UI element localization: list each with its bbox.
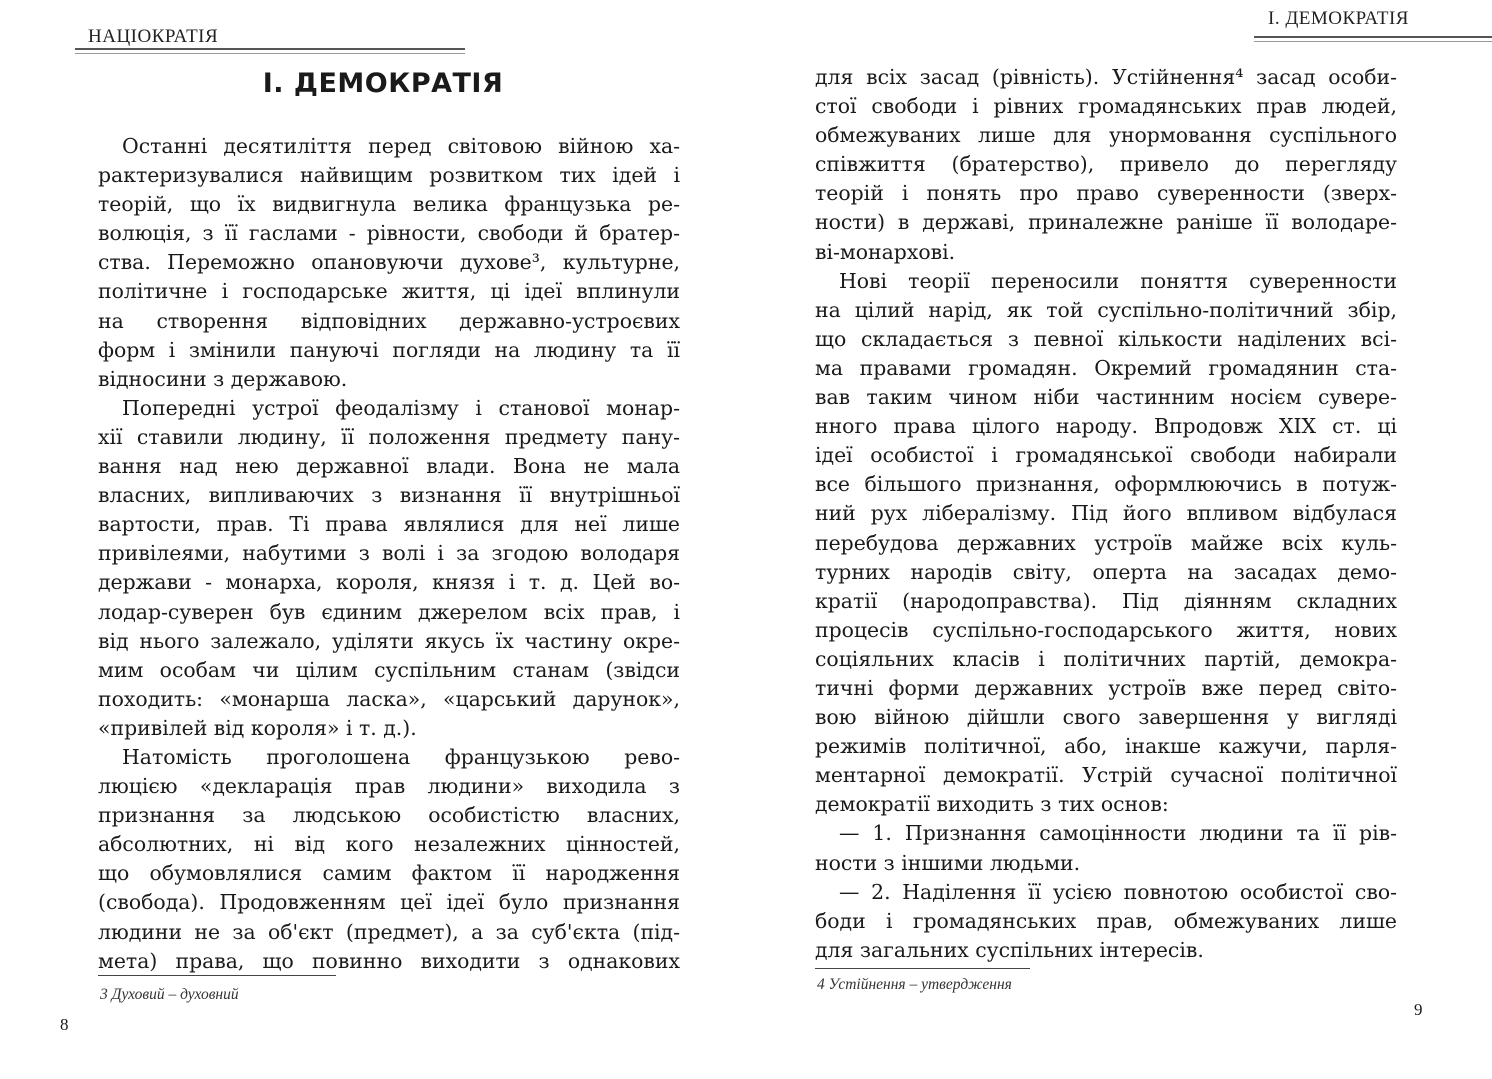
body-text (815, 63, 1397, 965)
header-rule (75, 48, 465, 54)
paragraph (98, 743, 680, 976)
text-line: людини не за об'єкт (предмет), а за суб'єкта (під- (98, 919, 680, 944)
text-line: вав таким чином ніби частинним носієм сувере- (815, 385, 1397, 410)
text-line: лодар-суверен був єдиним джерелом всіх прав, і (98, 599, 680, 624)
text-line: відносини з державою. (98, 366, 348, 391)
text-line: вою війною дійшли свого завершення у вигляді (815, 705, 1397, 730)
text-line: обмежуваних лише для унормовання суспільного (815, 123, 1397, 148)
text-line: турних народів світу, оперта на засадах демо- (815, 559, 1397, 584)
text-line: для всіх засад (рівність). Устійнення⁴ засад особи- (815, 65, 1397, 89)
text-line: тичні форми державних устроїв вже перед світо- (815, 675, 1397, 700)
paragraph (98, 394, 680, 743)
footnote-rule (98, 975, 336, 976)
text-line: перебудова державних устроїв майже всіх куль- (815, 530, 1397, 555)
text-line: співжиття (братерство), привело до перегляду (815, 152, 1397, 177)
text-line: вартости, прав. Ті права являлися для неї лише (98, 512, 680, 537)
text-line: Попередні устрої феодалізму і станової монар- (122, 395, 680, 420)
text-line: режимів політичної, або, інакше кажучи, парля- (815, 734, 1397, 759)
text-line: рактеризувалися найвищим розвитком тих ідей і (98, 163, 680, 188)
text-line: ности) в державі, приналежне раніше її володаре- (815, 210, 1397, 235)
chapter-title: І. ДЕМОКРАТІЯ (262, 68, 504, 99)
text-line: хії ставили людину, її положення предмету пану- (98, 424, 680, 449)
text-line: ства. Переможно опановуючи духове³, культурне, (98, 250, 680, 275)
text-line: мета) права, що повинно виходити з однакових (98, 948, 680, 973)
text-line: соціяльних класів і політичних партій, демокра- (815, 646, 1397, 671)
text-line: стої свободи і рівних громадянських прав людей, (815, 94, 1397, 119)
footnote: 4 Устійнення – утвердження (817, 976, 1012, 993)
text-line: Нові теорії переносили поняття суверенности (839, 268, 1397, 293)
text-line: теорій, що їх видвигнула велика французька ре- (98, 192, 680, 217)
footnote: 3 Духовий – духовний (100, 986, 239, 1003)
footnote-rule (815, 968, 1030, 969)
text-line: — 2. Наділення її усією повнотою особистої сво- (839, 879, 1397, 904)
text-line: держави - монарха, короля, князя і т. д. Цей во- (98, 570, 680, 595)
right-page (746, 0, 1492, 1079)
text-line: Останні десятиліття перед світовою війною ха- (122, 134, 680, 158)
text-line: вання над нею державної влади. Вона не мала (98, 454, 680, 479)
paragraph (815, 63, 1397, 267)
text-line: форм і змінили пануючі погляди на людину та її (98, 337, 680, 362)
header-rule (1254, 36, 1492, 42)
text-line: на цілий нарід, як той суспільно-політичний збір, (815, 297, 1397, 322)
text-line: (свобода). Продовженням цеї ідеї було признання (98, 890, 680, 915)
text-line: «привілей від короля» і т. д.). (98, 715, 417, 740)
text-line: демократії виходить з тих основ: (815, 792, 1169, 817)
text-line: привілеями, набутими з волі і за згодою володаря (98, 541, 680, 566)
text-line: процесів суспільно-господарського життя, нових (815, 617, 1397, 642)
text-line: від нього залежало, уділяти якусь їх частину окре- (98, 628, 680, 653)
page-number: 8 (60, 1015, 69, 1034)
text-line: все більшого признання, оформлюючись в потуж- (815, 472, 1397, 497)
running-head: І. ДЕМОКРАТІЯ (1268, 8, 1409, 29)
text-line: політичне і господарське життя, ці ідеї вплинули (98, 279, 680, 304)
text-line: признання за людською особистістю власних, (98, 803, 680, 828)
paragraph (815, 819, 1397, 877)
text-line: що складається з певної кількости наділених всі- (815, 326, 1397, 351)
text-line: кратії (народоправства). Під діянням складних (815, 588, 1397, 613)
text-line: люцією «декларація прав людини» виходила з (98, 774, 680, 799)
text-line: ментарної демократії. Устрій сучасної політичної (815, 763, 1397, 788)
text-line: Натомість проголошена французькою рево- (122, 744, 680, 769)
text-line: волюція, з її гаслами - рівности, свободи й братер- (98, 221, 680, 246)
text-line: на створення відповідних державно-устроєвих (98, 308, 680, 333)
text-line: власних, випливаючих з визнання її внутрішньої (98, 483, 680, 508)
paragraph (815, 267, 1397, 820)
body-text (98, 132, 680, 976)
paragraph (815, 878, 1397, 965)
paragraph (98, 132, 680, 394)
text-line: нного права цілого народу. Впродовж XIX ст. ці (815, 414, 1397, 439)
text-line: ма правами громадян. Окремий громадянин ста- (815, 355, 1397, 380)
text-line: походить: «монарша ласка», «царський дарунок», (98, 686, 680, 711)
text-line: ний рух лібералізму. Під його впливом відбулася (815, 501, 1397, 526)
text-line: ности з іншими людьми. (815, 850, 1081, 875)
text-line: для загальних суспільних інтересів. (815, 937, 1204, 962)
text-line: що обумовлялися самим фактом її народження (98, 861, 680, 886)
text-line: мим особам чи цілим суспільним станам (звідси (98, 657, 680, 682)
text-line: боди і громадянських прав, обмежуваних лише (815, 908, 1397, 933)
text-line: — 1. Признання самоцінности людини та її рів- (839, 821, 1397, 846)
text-line: абсолютних, ні від кого незалежних цінностей, (98, 832, 680, 857)
text-line: ві-монархові. (815, 239, 956, 264)
text-line: ідеї особистої і громадянської свободи набирали (815, 443, 1397, 468)
running-head: НАЦІОКРАТІЯ (88, 26, 219, 47)
text-line: теорій і понять про право суверенности (зверх- (815, 181, 1397, 206)
page-number: 9 (1414, 1000, 1423, 1019)
